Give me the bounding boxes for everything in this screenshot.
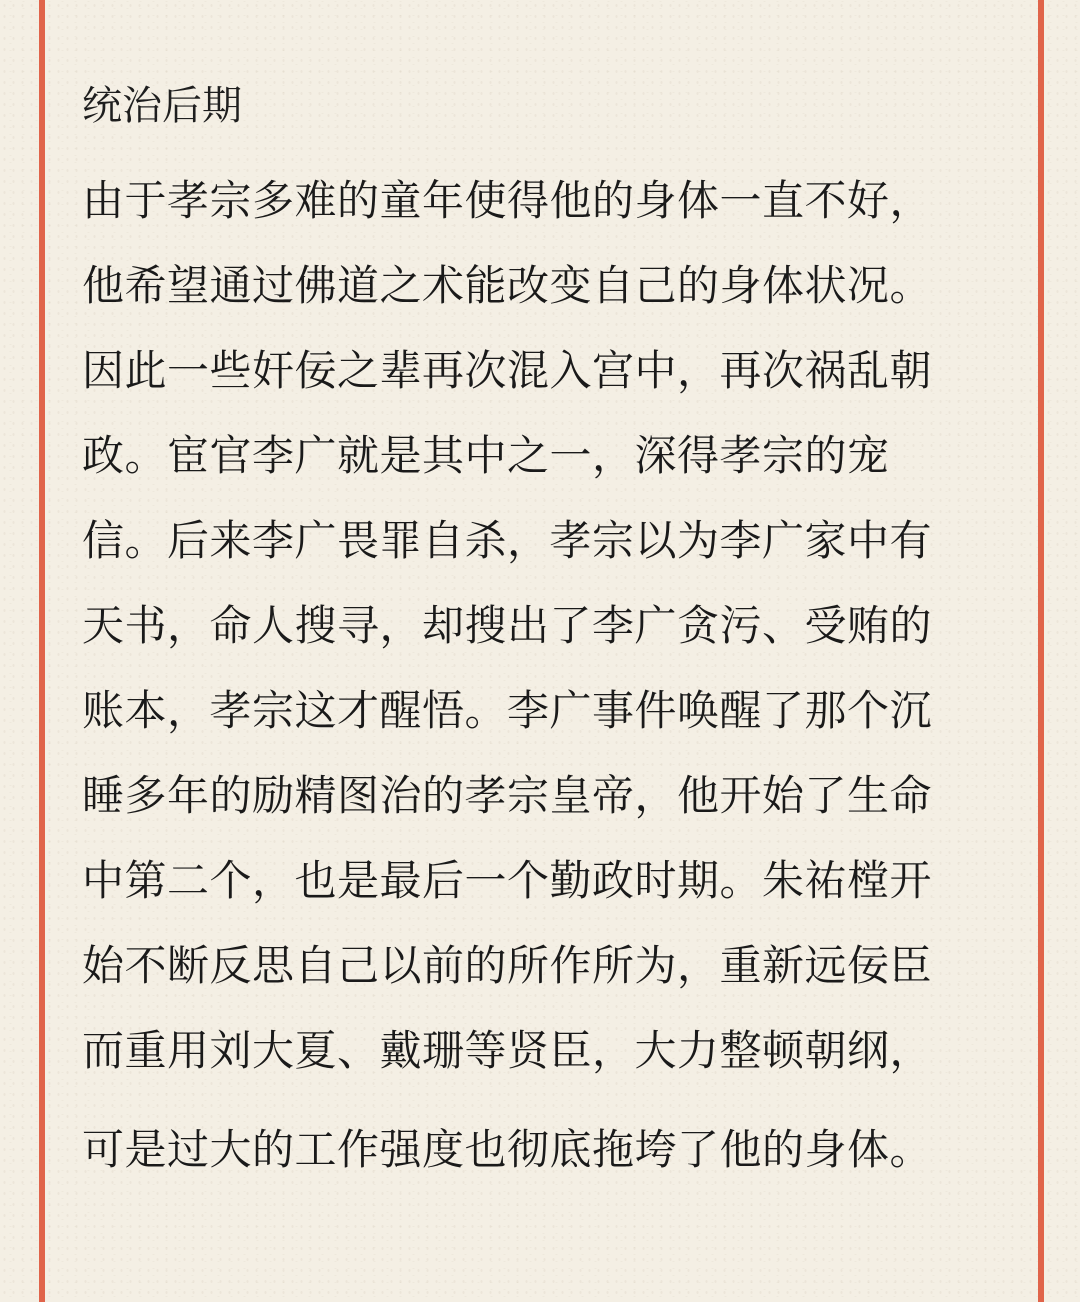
paragraph-line-6: 天书，命人搜寻，却搜出了李广贪污、受贿的 bbox=[82, 601, 933, 650]
paragraph-line-5: 信。后来李广畏罪自杀，孝宗以为李广家中有 bbox=[82, 516, 933, 565]
paragraph-line-8: 睡多年的励精图治的孝宗皇帝，他开始了生命 bbox=[82, 771, 933, 820]
paragraph-line-12: 可是过大的工作强度也彻底拖垮了他的身体。 bbox=[82, 1125, 933, 1174]
right-border-line bbox=[1038, 0, 1044, 1302]
paragraph-line-2: 他希望通过佛道之术能改变自己的身体状况。 bbox=[82, 261, 933, 310]
paragraph-line-4: 政。宦官李广就是其中之一，深得孝宗的宠 bbox=[82, 431, 890, 480]
article-body bbox=[82, 76, 982, 1192]
left-border-line bbox=[39, 0, 45, 1302]
paragraph-line-7: 账本，孝宗这才醒悟。李广事件唤醒了那个沉 bbox=[82, 686, 933, 735]
paragraph-line-3: 因此一些奸佞之辈再次混入宫中，再次祸乱朝 bbox=[82, 346, 933, 395]
paragraph-line-1: 由于孝宗多难的童年使得他的身体一直不好， bbox=[82, 176, 933, 225]
paragraph-line-11: 而重用刘大夏、戴珊等贤臣，大力整顿朝纲， bbox=[82, 1026, 933, 1075]
paragraph-line-9: 中第二个，也是最后一个勤政时期。朱祐樘开 bbox=[82, 856, 933, 905]
section-heading: 统治后期 bbox=[82, 83, 242, 129]
paragraph-line-10: 始不断反思自己以前的所作所为，重新远佞臣 bbox=[82, 941, 933, 990]
